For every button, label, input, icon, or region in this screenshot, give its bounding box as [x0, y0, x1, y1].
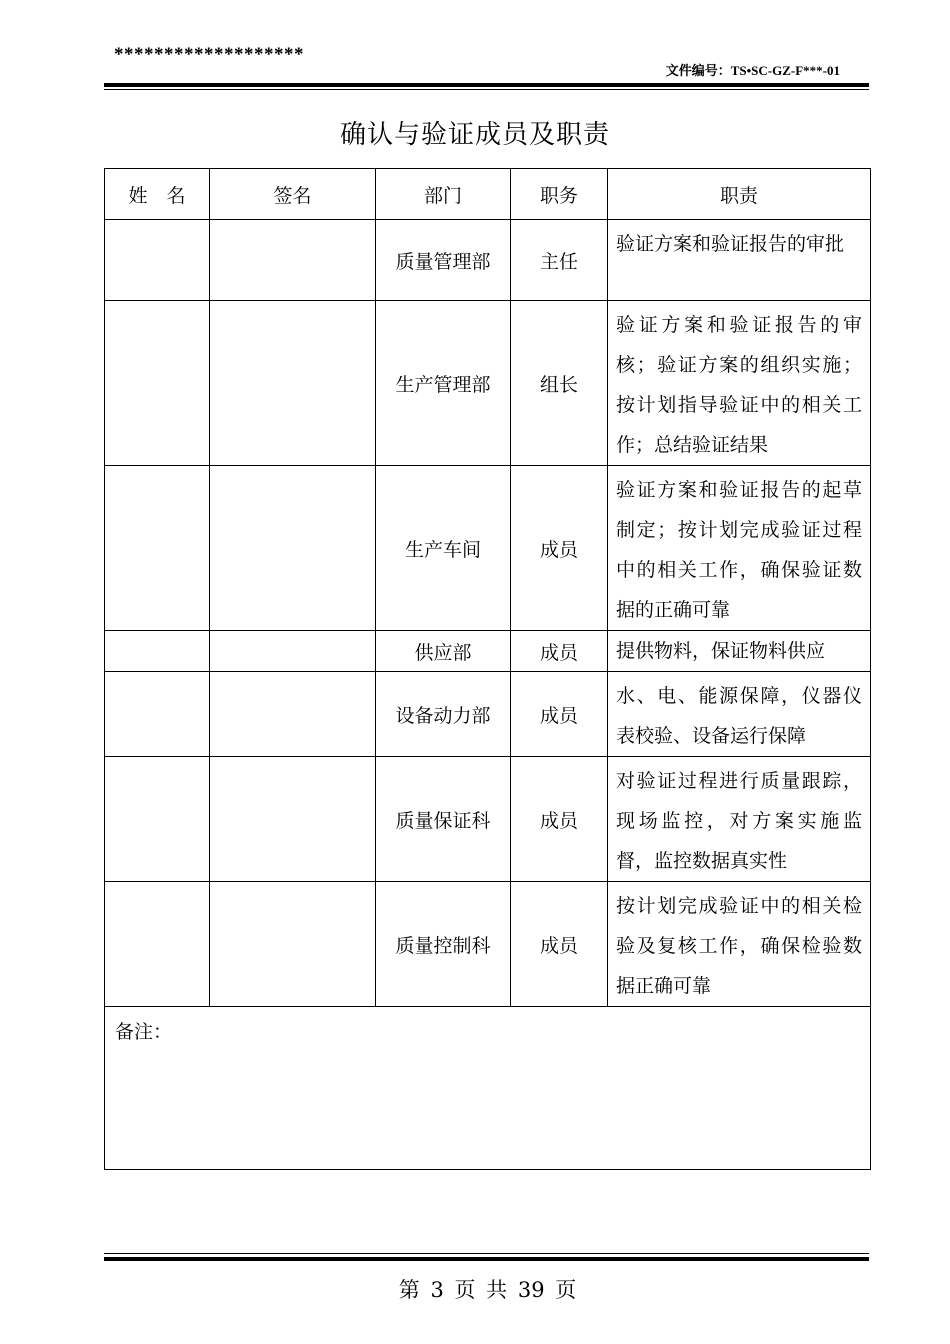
name-cell[interactable] — [105, 220, 210, 301]
name-cell[interactable] — [105, 301, 210, 466]
signature-cell[interactable] — [210, 882, 376, 1007]
department-cell: 质量控制科 — [376, 882, 511, 1007]
table-row — [105, 301, 871, 466]
header-position: 职务 — [511, 169, 608, 220]
signature-cell[interactable] — [210, 220, 376, 301]
document-number: 文件编号：TS•SC-GZ-F***-01 — [665, 63, 840, 78]
department-cell: 设备动力部 — [376, 672, 511, 757]
header-duty: 职责 — [608, 169, 871, 220]
department-cell: 质量保证科 — [376, 757, 511, 882]
duty-cell: 验证方案和验证报告的起草制定；按计划完成验证过程中的相关工作，确保验证数据的正确可靠 — [608, 466, 871, 631]
name-cell[interactable] — [105, 466, 210, 631]
table-row — [105, 672, 871, 757]
position-cell: 成员 — [511, 757, 608, 882]
header-department: 部门 — [376, 169, 511, 220]
signature-cell[interactable] — [210, 466, 376, 631]
name-cell[interactable] — [105, 672, 210, 757]
name-cell[interactable] — [105, 631, 210, 672]
position-cell: 组长 — [511, 301, 608, 466]
duty-cell: 按计划完成验证中的相关检验及复核工作，确保检验数据正确可靠 — [608, 882, 871, 1007]
department-cell: 质量管理部 — [376, 220, 511, 301]
duty-cell: 验证方案和验证报告的审核；验证方案的组织实施；按计划指导验证中的相关工作；总结验证结果 — [608, 301, 871, 466]
signature-cell[interactable] — [210, 757, 376, 882]
duty-cell: 验证方案和验证报告的审批 — [608, 220, 871, 301]
department-cell: 生产车间 — [376, 466, 511, 631]
position-cell: 成员 — [511, 631, 608, 672]
position-cell: 成员 — [511, 466, 608, 631]
table-header-row — [105, 169, 871, 220]
signature-cell[interactable] — [210, 672, 376, 757]
position-cell: 主任 — [511, 220, 608, 301]
page-number: 第 3 页 共 39 页 — [398, 1278, 577, 1302]
header-signature: 签名 — [210, 169, 376, 220]
header-rule-thin — [104, 89, 869, 90]
position-cell: 成员 — [511, 672, 608, 757]
position-cell: 成员 — [511, 882, 608, 1007]
duty-cell: 提供物料，保证物料供应 — [608, 631, 871, 672]
name-cell[interactable] — [105, 882, 210, 1007]
header-stars: ******************* — [114, 44, 304, 65]
footer-rule-thin — [104, 1253, 869, 1254]
signature-cell[interactable] — [210, 631, 376, 672]
name-cell[interactable] — [105, 757, 210, 882]
department-cell: 供应部 — [376, 631, 511, 672]
footer-rule — [104, 1257, 869, 1261]
remarks-row — [105, 1007, 871, 1170]
members-table — [104, 168, 871, 1170]
remarks-cell[interactable] — [105, 1007, 871, 1170]
department-cell: 生产管理部 — [376, 301, 511, 466]
table-row — [105, 220, 871, 301]
header-name: 姓 名 — [105, 169, 210, 220]
table-row — [105, 882, 871, 1007]
remarks-label: 备注： — [115, 1021, 173, 1043]
table-row — [105, 466, 871, 631]
duty-cell: 水、电、能源保障，仪器仪表校验、设备运行保障 — [608, 672, 871, 757]
header-rule — [104, 83, 869, 87]
signature-cell[interactable] — [210, 301, 376, 466]
table-row — [105, 631, 871, 672]
page-title: 确认与验证成员及职责 — [339, 120, 610, 150]
duty-cell: 对验证过程进行质量跟踪，现场监控，对方案实施监督，监控数据真实性 — [608, 757, 871, 882]
table-row — [105, 757, 871, 882]
